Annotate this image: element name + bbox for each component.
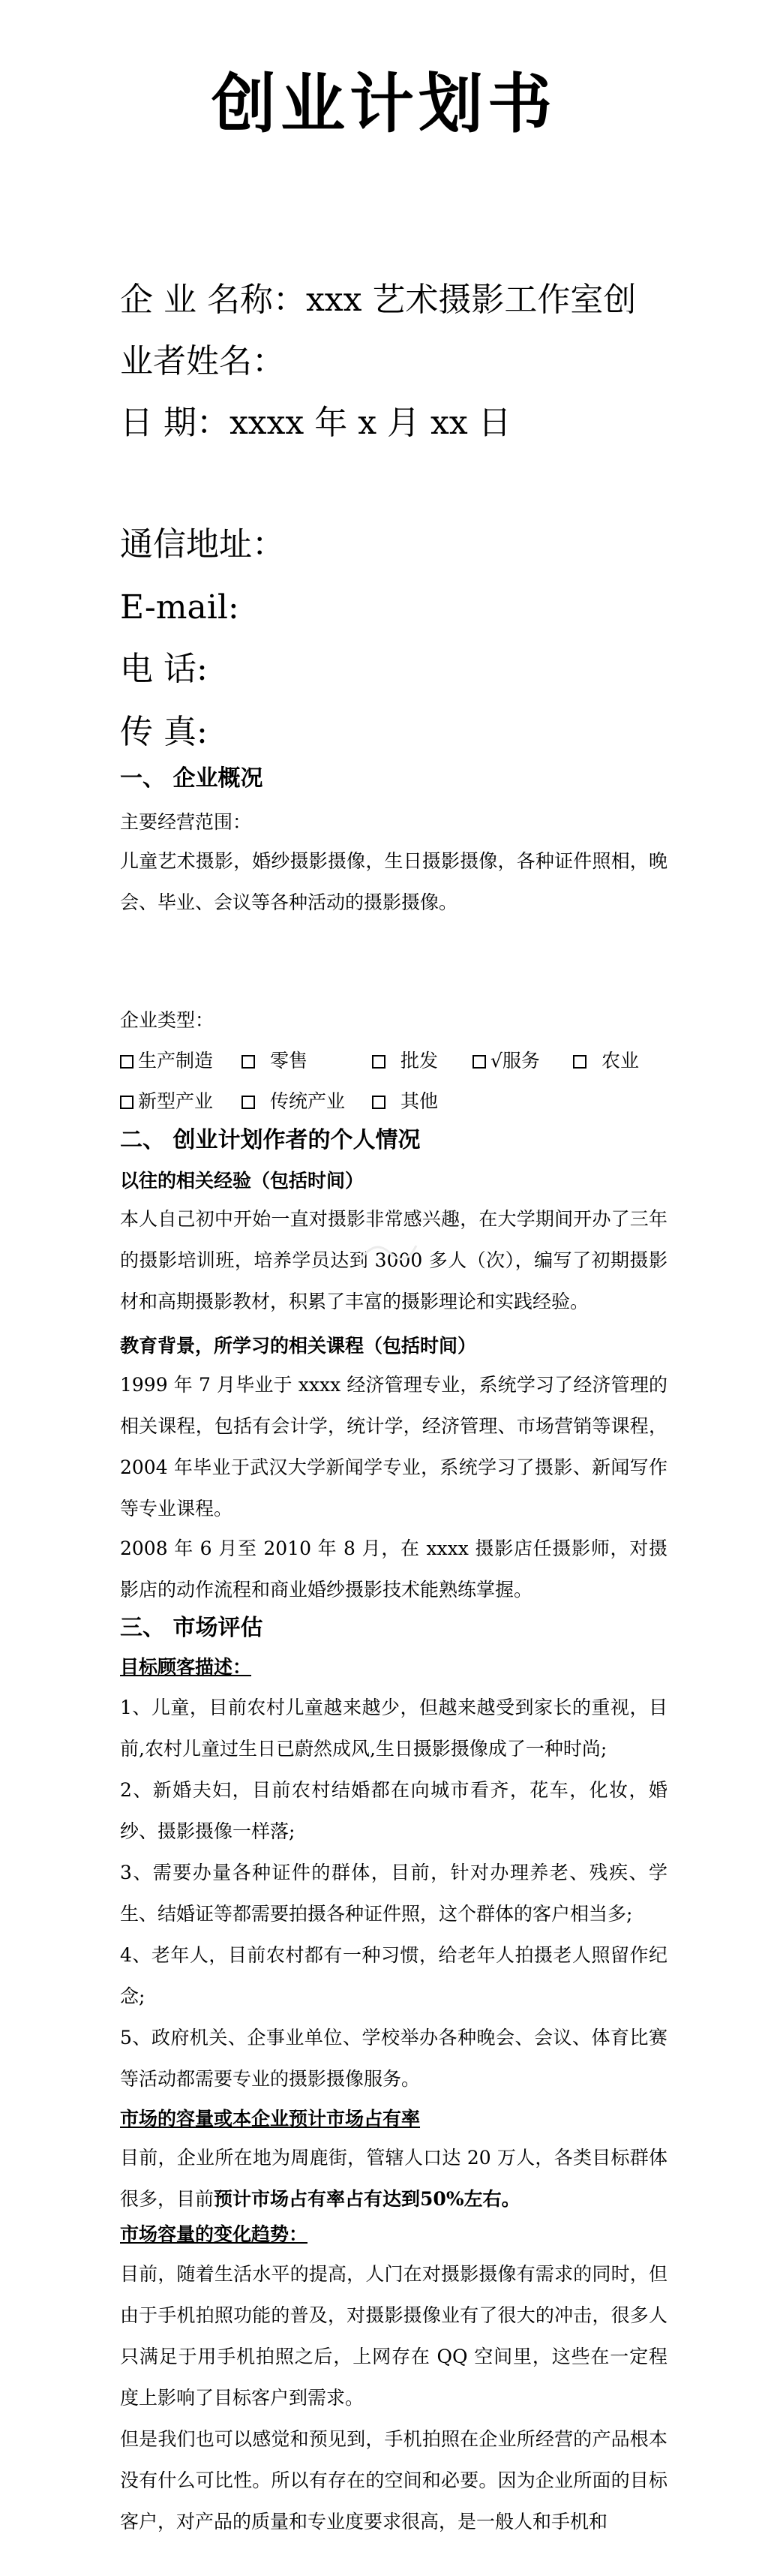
target-item-1: 1、儿童，目前农村儿童越来越少，但越来越受到家长的重视，目前,农村儿童过生日已蔚然成风,生日摄影摄像成了一种时尚; xyxy=(120,1697,668,1760)
type-label: 企业类型： xyxy=(120,1009,214,1031)
option-manufacturing: 生产制造 xyxy=(120,1049,213,1074)
option-new-industry: 新型产业 xyxy=(120,1090,213,1114)
checkbox-icon xyxy=(372,1096,386,1109)
checkbox-icon xyxy=(372,1055,386,1069)
option-agriculture: 农业 xyxy=(573,1049,639,1074)
checkbox-icon xyxy=(242,1096,255,1109)
education-text: 1999 年 7 月毕业于 xxxx 经济管理专业，系统学习了经济管理的相关课程，包括有会计学，统计学，经济管理、市场营销等课程，2004 年毕业于武汉大学新闻学专业，系统学习了摄影、新闻写作等专业课程。 xyxy=(120,1374,668,1519)
section1-heading: 一、 企业概况 xyxy=(120,765,263,792)
document-title: 创业计划书 xyxy=(212,67,556,142)
experience-heading: 以往的相关经验（包括时间） xyxy=(120,1170,364,1192)
option-other: 其他 xyxy=(372,1090,438,1114)
checkbox-icon xyxy=(573,1055,586,1069)
target-item-3: 3、需要办量各种证件的群体，目前，针对办理养老、残疾、学生、结婚证等都需要拍摄各种证件照，这个群体的客户相当多; xyxy=(120,1862,668,1925)
checkbox-icon xyxy=(472,1055,486,1069)
date-line: 日 期：xxxx 年 x 月 xx 日 xyxy=(120,404,512,442)
target-customers-heading: 目标顾客描述： xyxy=(120,1656,252,1678)
market-trend-text-1: 目前，随着生活水平的提高，人门在对摄影摄像有需求的同时，但由于手机拍照功能的普及，对摄影摄像业有了很大的冲击，很多人只满足于用手机拍照之后，上网存在 QQ 空间里，这些在一定程度上影响了目标客户到需求。 xyxy=(120,2263,668,2409)
faint-watermark xyxy=(352,1231,420,1276)
section3-heading: 三、 市场评估 xyxy=(120,1615,263,1641)
option-retail: 零售 xyxy=(242,1049,308,1074)
market-capacity-text: 目前，企业所在地为周鹿街，管辖人口达 20 万人，各类目标群体很多，目前预计市场占有率占有达到50%左右。 xyxy=(120,2147,668,2210)
market-trend-text-2: 但是我们也可以感觉和预见到，手机拍照在企业所经营的产品根本没有什么可比性。所以有存在的空间和必要。因为企业所面的目标客户，对产品的质量和专业度要求很高，是一般人和手机和 xyxy=(120,2428,668,2532)
checkbox-icon xyxy=(242,1055,255,1069)
option-traditional-industry: 传统产业 xyxy=(242,1090,345,1114)
email-line: E-mail: xyxy=(120,588,239,627)
founder-name-line: 业者姓名： xyxy=(120,342,285,380)
phone-line: 电 话: xyxy=(120,650,208,688)
experience-text: 本人自己初中开始一直对摄影非常感兴趣，在大学期间开办了三年的摄影培训班，培养学员达到 3000 多人（次），编写了初期摄影材和高期摄影教材，积累了丰富的摄影理论和实践经验。 xyxy=(120,1208,668,1312)
work-text: 2008 年 6 月至 2010 年 8 月，在 xxxx 摄影店任摄影师，对摄影店的动作流程和商业婚纱摄影技术能熟练掌握。 xyxy=(120,1537,668,1601)
checkbox-icon xyxy=(120,1096,134,1109)
option-wholesale: 批发 xyxy=(372,1049,438,1074)
option-service: √服务 xyxy=(472,1049,540,1074)
target-item-2: 2、新婚夫妇，目前农村结婚都在向城市看齐，花车，化妆，婚纱、摄影摄像一样落; xyxy=(120,1779,668,1842)
education-heading: 教育背景，所学习的相关课程（包括时间） xyxy=(120,1335,477,1357)
scope-text: 儿童艺术摄影，婚纱摄影摄像，生日摄影摄像，各种证件照相，晚会、毕业、会议等各种活动的摄影摄像。 xyxy=(120,850,668,913)
checkbox-icon xyxy=(120,1055,134,1069)
target-item-5: 5、政府机关、企事业单位、学校举办各种晚会、会议、体育比赛等活动都需要专业的摄影摄像服务。 xyxy=(120,2027,668,2090)
market-trend-heading: 市场容量的变化趋势： xyxy=(120,2223,308,2245)
scope-label: 主要经营范围： xyxy=(120,811,252,833)
address-line: 通信地址： xyxy=(120,525,285,564)
target-item-4: 4、老年人，目前农村都有一种习惯，给老年人拍摄老人照留作纪念; xyxy=(120,1944,668,2007)
fax-line: 传 真: xyxy=(120,713,208,751)
company-name-line: 企 业 名称：xxx 艺术摄影工作室创 xyxy=(120,281,637,319)
market-capacity-heading: 市场的容量或本企业预计市场占有率 xyxy=(120,2108,421,2130)
section2-heading: 二、 创业计划作者的个人情况 xyxy=(120,1127,421,1153)
